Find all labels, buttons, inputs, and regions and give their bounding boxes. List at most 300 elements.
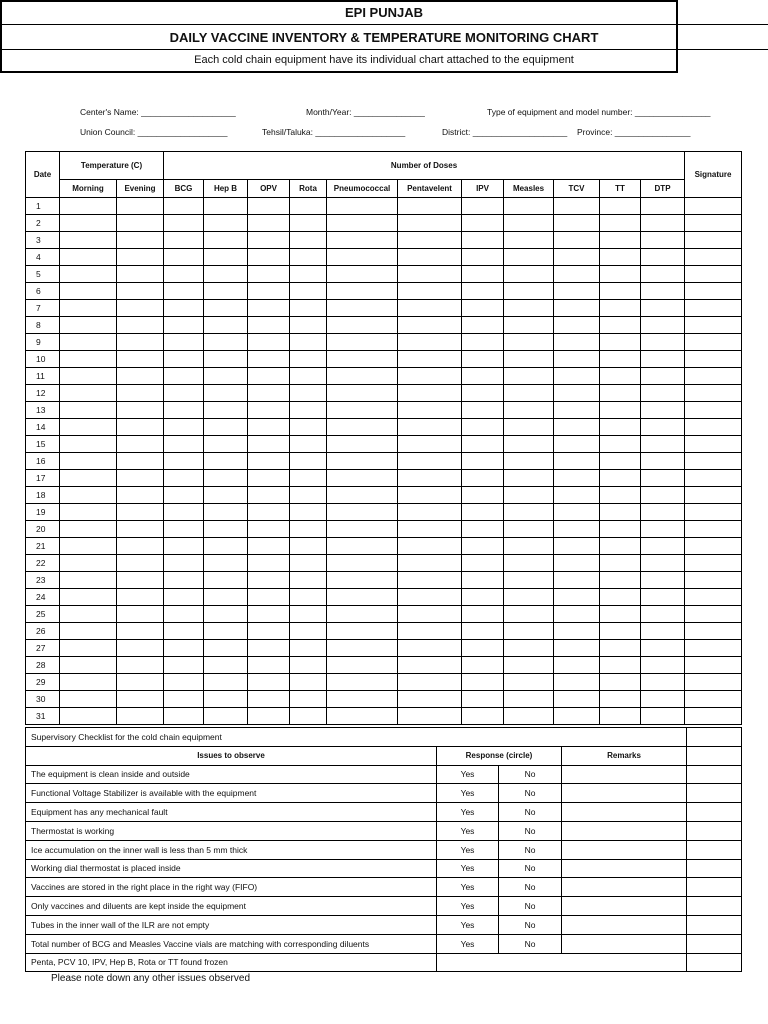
- response-no[interactable]: No: [499, 897, 562, 916]
- entry-cell[interactable]: [504, 470, 554, 487]
- entry-cell[interactable]: [60, 555, 117, 572]
- entry-cell[interactable]: [60, 232, 117, 249]
- entry-cell[interactable]: [641, 708, 685, 725]
- entry-cell[interactable]: [554, 334, 600, 351]
- entry-cell[interactable]: [600, 708, 641, 725]
- entry-cell[interactable]: [204, 266, 248, 283]
- entry-cell[interactable]: [164, 623, 204, 640]
- response-yes[interactable]: Yes: [437, 784, 499, 803]
- entry-cell[interactable]: [462, 470, 504, 487]
- entry-cell[interactable]: [327, 385, 398, 402]
- entry-cell[interactable]: [685, 215, 742, 232]
- entry-cell[interactable]: [600, 402, 641, 419]
- entry-cell[interactable]: [462, 419, 504, 436]
- entry-cell[interactable]: [248, 572, 290, 589]
- entry-cell[interactable]: [600, 487, 641, 504]
- entry-cell[interactable]: [204, 674, 248, 691]
- response-no[interactable]: No: [499, 765, 562, 784]
- entry-cell[interactable]: [248, 317, 290, 334]
- entry-cell[interactable]: [504, 334, 554, 351]
- entry-cell[interactable]: [60, 691, 117, 708]
- entry-cell[interactable]: [164, 487, 204, 504]
- entry-cell[interactable]: [164, 521, 204, 538]
- entry-cell[interactable]: [290, 606, 327, 623]
- entry-cell[interactable]: [164, 368, 204, 385]
- entry-cell[interactable]: [685, 555, 742, 572]
- entry-cell[interactable]: [554, 657, 600, 674]
- entry-cell[interactable]: [504, 283, 554, 300]
- entry-cell[interactable]: [462, 521, 504, 538]
- entry-cell[interactable]: [641, 215, 685, 232]
- entry-cell[interactable]: [204, 691, 248, 708]
- entry-cell[interactable]: [117, 487, 164, 504]
- entry-cell[interactable]: [204, 215, 248, 232]
- entry-cell[interactable]: [204, 317, 248, 334]
- entry-cell[interactable]: [462, 623, 504, 640]
- entry-cell[interactable]: [398, 385, 462, 402]
- entry-cell[interactable]: [600, 470, 641, 487]
- entry-cell[interactable]: [327, 436, 398, 453]
- entry-cell[interactable]: [554, 606, 600, 623]
- response-yes[interactable]: Yes: [437, 859, 499, 878]
- response-no[interactable]: No: [499, 803, 562, 822]
- entry-cell[interactable]: [398, 606, 462, 623]
- entry-cell[interactable]: [554, 708, 600, 725]
- entry-cell[interactable]: [248, 657, 290, 674]
- entry-cell[interactable]: [164, 470, 204, 487]
- entry-cell[interactable]: [641, 538, 685, 555]
- entry-cell[interactable]: [600, 351, 641, 368]
- entry-cell[interactable]: [641, 368, 685, 385]
- entry-cell[interactable]: [600, 657, 641, 674]
- entry-cell[interactable]: [462, 453, 504, 470]
- entry-cell[interactable]: [248, 266, 290, 283]
- entry-cell[interactable]: [327, 538, 398, 555]
- entry-cell[interactable]: [600, 266, 641, 283]
- entry-cell[interactable]: [327, 708, 398, 725]
- checklist-blank-cell[interactable]: [687, 915, 742, 934]
- entry-cell[interactable]: [554, 368, 600, 385]
- entry-cell[interactable]: [462, 436, 504, 453]
- entry-cell[interactable]: [248, 385, 290, 402]
- response-yes[interactable]: Yes: [437, 840, 499, 859]
- entry-cell[interactable]: [290, 453, 327, 470]
- entry-cell[interactable]: [290, 351, 327, 368]
- entry-cell[interactable]: [60, 283, 117, 300]
- entry-cell[interactable]: [204, 453, 248, 470]
- entry-cell[interactable]: [204, 538, 248, 555]
- entry-cell[interactable]: [398, 708, 462, 725]
- entry-cell[interactable]: [641, 402, 685, 419]
- entry-cell[interactable]: [398, 249, 462, 266]
- entry-cell[interactable]: [462, 368, 504, 385]
- entry-cell[interactable]: [248, 708, 290, 725]
- entry-cell[interactable]: [554, 572, 600, 589]
- entry-cell[interactable]: [290, 640, 327, 657]
- entry-cell[interactable]: [60, 402, 117, 419]
- entry-cell[interactable]: [248, 283, 290, 300]
- entry-cell[interactable]: [204, 283, 248, 300]
- entry-cell[interactable]: [248, 232, 290, 249]
- entry-cell[interactable]: [398, 555, 462, 572]
- entry-cell[interactable]: [290, 215, 327, 232]
- entry-cell[interactable]: [164, 283, 204, 300]
- entry-cell[interactable]: [641, 606, 685, 623]
- entry-cell[interactable]: [462, 691, 504, 708]
- entry-cell[interactable]: [600, 232, 641, 249]
- entry-cell[interactable]: [290, 521, 327, 538]
- response-yes[interactable]: Yes: [437, 934, 499, 953]
- entry-cell[interactable]: [641, 487, 685, 504]
- entry-cell[interactable]: [164, 300, 204, 317]
- entry-cell[interactable]: [164, 674, 204, 691]
- entry-cell[interactable]: [290, 385, 327, 402]
- entry-cell[interactable]: [60, 589, 117, 606]
- remarks-cell[interactable]: [562, 878, 687, 897]
- entry-cell[interactable]: [117, 266, 164, 283]
- entry-cell[interactable]: [554, 402, 600, 419]
- entry-cell[interactable]: [204, 521, 248, 538]
- entry-cell[interactable]: [248, 555, 290, 572]
- entry-cell[interactable]: [60, 436, 117, 453]
- entry-cell[interactable]: [290, 198, 327, 215]
- entry-cell[interactable]: [164, 436, 204, 453]
- entry-cell[interactable]: [60, 470, 117, 487]
- entry-cell[interactable]: [117, 402, 164, 419]
- entry-cell[interactable]: [60, 368, 117, 385]
- entry-cell[interactable]: [117, 249, 164, 266]
- entry-cell[interactable]: [504, 317, 554, 334]
- entry-cell[interactable]: [117, 215, 164, 232]
- entry-cell[interactable]: [398, 487, 462, 504]
- entry-cell[interactable]: [290, 691, 327, 708]
- entry-cell[interactable]: [204, 419, 248, 436]
- entry-cell[interactable]: [248, 402, 290, 419]
- entry-cell[interactable]: [60, 249, 117, 266]
- entry-cell[interactable]: [248, 453, 290, 470]
- entry-cell[interactable]: [685, 385, 742, 402]
- entry-cell[interactable]: [641, 674, 685, 691]
- entry-cell[interactable]: [248, 419, 290, 436]
- entry-cell[interactable]: [117, 674, 164, 691]
- entry-cell[interactable]: [164, 266, 204, 283]
- entry-cell[interactable]: [398, 623, 462, 640]
- remarks-cell[interactable]: [562, 915, 687, 934]
- entry-cell[interactable]: [290, 232, 327, 249]
- entry-cell[interactable]: [641, 640, 685, 657]
- entry-cell[interactable]: [204, 657, 248, 674]
- checklist-blank-cell[interactable]: [687, 803, 742, 822]
- entry-cell[interactable]: [117, 521, 164, 538]
- entry-cell[interactable]: [398, 232, 462, 249]
- entry-cell[interactable]: [504, 504, 554, 521]
- entry-cell[interactable]: [554, 266, 600, 283]
- entry-cell[interactable]: [462, 215, 504, 232]
- entry-cell[interactable]: [641, 283, 685, 300]
- entry-cell[interactable]: [204, 249, 248, 266]
- entry-cell[interactable]: [327, 623, 398, 640]
- entry-cell[interactable]: [398, 453, 462, 470]
- entry-cell[interactable]: [554, 453, 600, 470]
- entry-cell[interactable]: [164, 334, 204, 351]
- entry-cell[interactable]: [398, 334, 462, 351]
- month-year-field[interactable]: Month/Year: _______________: [306, 107, 425, 117]
- entry-cell[interactable]: [204, 623, 248, 640]
- entry-cell[interactable]: [117, 283, 164, 300]
- entry-cell[interactable]: [290, 674, 327, 691]
- entry-cell[interactable]: [327, 232, 398, 249]
- entry-cell[interactable]: [504, 589, 554, 606]
- entry-cell[interactable]: [117, 572, 164, 589]
- entry-cell[interactable]: [204, 708, 248, 725]
- entry-cell[interactable]: [60, 419, 117, 436]
- entry-cell[interactable]: [685, 521, 742, 538]
- entry-cell[interactable]: [164, 249, 204, 266]
- entry-cell[interactable]: [462, 266, 504, 283]
- entry-cell[interactable]: [641, 249, 685, 266]
- entry-cell[interactable]: [641, 572, 685, 589]
- entry-cell[interactable]: [504, 351, 554, 368]
- entry-cell[interactable]: [462, 572, 504, 589]
- entry-cell[interactable]: [327, 589, 398, 606]
- entry-cell[interactable]: [504, 674, 554, 691]
- entry-cell[interactable]: [554, 436, 600, 453]
- response-yes[interactable]: Yes: [437, 915, 499, 934]
- entry-cell[interactable]: [164, 572, 204, 589]
- entry-cell[interactable]: [504, 538, 554, 555]
- entry-cell[interactable]: [554, 674, 600, 691]
- entry-cell[interactable]: [641, 334, 685, 351]
- entry-cell[interactable]: [504, 436, 554, 453]
- entry-cell[interactable]: [290, 504, 327, 521]
- entry-cell[interactable]: [248, 351, 290, 368]
- entry-cell[interactable]: [398, 317, 462, 334]
- entry-cell[interactable]: [204, 606, 248, 623]
- entry-cell[interactable]: [685, 691, 742, 708]
- entry-cell[interactable]: [641, 419, 685, 436]
- entry-cell[interactable]: [60, 708, 117, 725]
- entry-cell[interactable]: [462, 657, 504, 674]
- entry-cell[interactable]: [327, 657, 398, 674]
- entry-cell[interactable]: [462, 538, 504, 555]
- entry-cell[interactable]: [641, 300, 685, 317]
- entry-cell[interactable]: [554, 385, 600, 402]
- entry-cell[interactable]: [117, 300, 164, 317]
- remarks-cell[interactable]: [562, 859, 687, 878]
- entry-cell[interactable]: [117, 368, 164, 385]
- entry-cell[interactable]: [685, 266, 742, 283]
- entry-cell[interactable]: [685, 674, 742, 691]
- entry-cell[interactable]: [290, 300, 327, 317]
- entry-cell[interactable]: [600, 521, 641, 538]
- entry-cell[interactable]: [164, 198, 204, 215]
- entry-cell[interactable]: [600, 300, 641, 317]
- entry-cell[interactable]: [600, 198, 641, 215]
- entry-cell[interactable]: [290, 334, 327, 351]
- entry-cell[interactable]: [554, 300, 600, 317]
- entry-cell[interactable]: [248, 470, 290, 487]
- entry-cell[interactable]: [641, 317, 685, 334]
- entry-cell[interactable]: [164, 317, 204, 334]
- entry-cell[interactable]: [600, 572, 641, 589]
- entry-cell[interactable]: [327, 198, 398, 215]
- entry-cell[interactable]: [554, 198, 600, 215]
- entry-cell[interactable]: [685, 334, 742, 351]
- entry-cell[interactable]: [600, 538, 641, 555]
- entry-cell[interactable]: [685, 572, 742, 589]
- response-yes[interactable]: Yes: [437, 821, 499, 840]
- remarks-cell[interactable]: [562, 784, 687, 803]
- entry-cell[interactable]: [327, 555, 398, 572]
- entry-cell[interactable]: [290, 708, 327, 725]
- entry-cell[interactable]: [462, 487, 504, 504]
- entry-cell[interactable]: [290, 470, 327, 487]
- entry-cell[interactable]: [600, 640, 641, 657]
- entry-cell[interactable]: [685, 487, 742, 504]
- entry-cell[interactable]: [164, 215, 204, 232]
- entry-cell[interactable]: [554, 419, 600, 436]
- checklist-blank-cell[interactable]: [687, 878, 742, 897]
- entry-cell[interactable]: [327, 487, 398, 504]
- entry-cell[interactable]: [327, 470, 398, 487]
- entry-cell[interactable]: [327, 215, 398, 232]
- entry-cell[interactable]: [248, 674, 290, 691]
- entry-cell[interactable]: [398, 504, 462, 521]
- entry-cell[interactable]: [248, 249, 290, 266]
- entry-cell[interactable]: [600, 334, 641, 351]
- entry-cell[interactable]: [504, 215, 554, 232]
- entry-cell[interactable]: [504, 368, 554, 385]
- entry-cell[interactable]: [462, 232, 504, 249]
- entry-cell[interactable]: [554, 538, 600, 555]
- entry-cell[interactable]: [248, 589, 290, 606]
- entry-cell[interactable]: [117, 232, 164, 249]
- entry-cell[interactable]: [600, 283, 641, 300]
- entry-cell[interactable]: [462, 589, 504, 606]
- entry-cell[interactable]: [641, 232, 685, 249]
- entry-cell[interactable]: [685, 402, 742, 419]
- entry-cell[interactable]: [641, 555, 685, 572]
- entry-cell[interactable]: [204, 368, 248, 385]
- equipment-field[interactable]: Type of equipment and model number: ________________: [487, 107, 711, 117]
- entry-cell[interactable]: [248, 334, 290, 351]
- entry-cell[interactable]: [327, 572, 398, 589]
- entry-cell[interactable]: [164, 589, 204, 606]
- entry-cell[interactable]: [164, 453, 204, 470]
- entry-cell[interactable]: [398, 198, 462, 215]
- entry-cell[interactable]: [327, 504, 398, 521]
- entry-cell[interactable]: [248, 691, 290, 708]
- entry-cell[interactable]: [641, 657, 685, 674]
- entry-cell[interactable]: [554, 555, 600, 572]
- entry-cell[interactable]: [164, 640, 204, 657]
- entry-cell[interactable]: [60, 351, 117, 368]
- union-council-field[interactable]: Union Council: ___________________: [80, 127, 228, 137]
- entry-cell[interactable]: [117, 334, 164, 351]
- entry-cell[interactable]: [600, 623, 641, 640]
- entry-cell[interactable]: [117, 317, 164, 334]
- entry-cell[interactable]: [327, 334, 398, 351]
- entry-cell[interactable]: [554, 504, 600, 521]
- entry-cell[interactable]: [462, 674, 504, 691]
- entry-cell[interactable]: [398, 674, 462, 691]
- entry-cell[interactable]: [685, 606, 742, 623]
- entry-cell[interactable]: [462, 708, 504, 725]
- entry-cell[interactable]: [600, 674, 641, 691]
- entry-cell[interactable]: [504, 708, 554, 725]
- entry-cell[interactable]: [117, 657, 164, 674]
- entry-cell[interactable]: [554, 249, 600, 266]
- entry-cell[interactable]: [290, 249, 327, 266]
- entry-cell[interactable]: [685, 300, 742, 317]
- entry-cell[interactable]: [641, 436, 685, 453]
- entry-cell[interactable]: [327, 368, 398, 385]
- entry-cell[interactable]: [641, 470, 685, 487]
- entry-cell[interactable]: [117, 623, 164, 640]
- checklist-blank-cell[interactable]: [687, 953, 742, 972]
- entry-cell[interactable]: [685, 436, 742, 453]
- entry-cell[interactable]: [60, 572, 117, 589]
- entry-cell[interactable]: [327, 606, 398, 623]
- entry-cell[interactable]: [204, 351, 248, 368]
- entry-cell[interactable]: [504, 555, 554, 572]
- entry-cell[interactable]: [204, 487, 248, 504]
- entry-cell[interactable]: [117, 419, 164, 436]
- entry-cell[interactable]: [164, 385, 204, 402]
- entry-cell[interactable]: [462, 402, 504, 419]
- entry-cell[interactable]: [398, 436, 462, 453]
- entry-cell[interactable]: [60, 487, 117, 504]
- entry-cell[interactable]: [554, 589, 600, 606]
- entry-cell[interactable]: [327, 419, 398, 436]
- entry-cell[interactable]: [204, 334, 248, 351]
- entry-cell[interactable]: [504, 402, 554, 419]
- entry-cell[interactable]: [117, 555, 164, 572]
- entry-cell[interactable]: [504, 572, 554, 589]
- entry-cell[interactable]: [117, 640, 164, 657]
- entry-cell[interactable]: [398, 351, 462, 368]
- entry-cell[interactable]: [248, 504, 290, 521]
- entry-cell[interactable]: [685, 368, 742, 385]
- entry-cell[interactable]: [554, 317, 600, 334]
- entry-cell[interactable]: [600, 589, 641, 606]
- entry-cell[interactable]: [60, 623, 117, 640]
- entry-cell[interactable]: [248, 487, 290, 504]
- checklist-blank-cell[interactable]: [687, 821, 742, 840]
- entry-cell[interactable]: [504, 385, 554, 402]
- response-no[interactable]: No: [499, 840, 562, 859]
- remarks-cell[interactable]: [562, 840, 687, 859]
- entry-cell[interactable]: [248, 300, 290, 317]
- entry-cell[interactable]: [462, 504, 504, 521]
- entry-cell[interactable]: [164, 419, 204, 436]
- tehsil-field[interactable]: Tehsil/Taluka: ___________________: [262, 127, 406, 137]
- entry-cell[interactable]: [504, 249, 554, 266]
- entry-cell[interactable]: [600, 436, 641, 453]
- entry-cell[interactable]: [504, 691, 554, 708]
- entry-cell[interactable]: [117, 453, 164, 470]
- checklist-blank-cell[interactable]: [687, 784, 742, 803]
- entry-cell[interactable]: [117, 708, 164, 725]
- entry-cell[interactable]: [204, 640, 248, 657]
- entry-cell[interactable]: [204, 385, 248, 402]
- entry-cell[interactable]: [554, 232, 600, 249]
- response-no[interactable]: No: [499, 878, 562, 897]
- entry-cell[interactable]: [504, 198, 554, 215]
- entry-cell[interactable]: [685, 470, 742, 487]
- entry-cell[interactable]: [600, 606, 641, 623]
- entry-cell[interactable]: [600, 368, 641, 385]
